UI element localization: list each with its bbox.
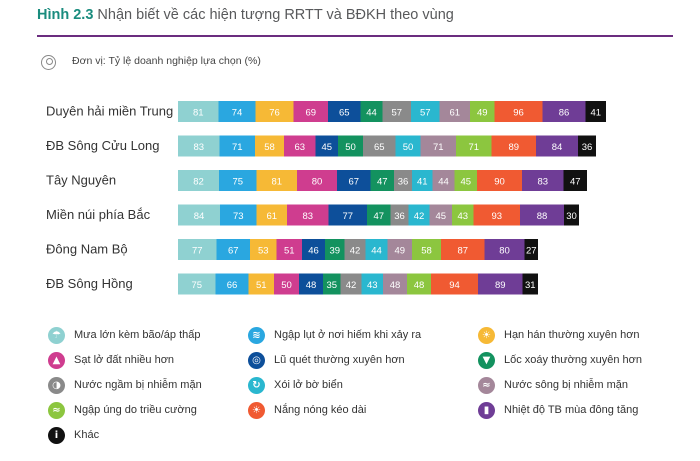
data-label: 71 [231,142,243,153]
data-label: 36 [397,176,409,188]
rain-storm-icon: ☂ [48,327,65,344]
data-label: 71 [468,142,480,153]
category-label: Miền núi phía Bắc [46,207,151,222]
data-label: 42 [345,280,357,291]
data-label: 53 [257,245,269,257]
legend-label: Nước ngầm bị nhiễm mặn [74,379,202,391]
data-label: 45 [435,211,447,222]
data-label: 63 [294,142,306,153]
data-label: 77 [342,211,354,222]
data-label: 51 [255,280,267,291]
data-label: 48 [413,280,425,291]
figure-number: Hình 2.3 [37,7,94,23]
rare-flood-icon: ≋ [248,327,265,344]
data-label: 58 [421,245,432,257]
legend-item [48,425,99,445]
legend-item [248,325,421,345]
legend-label: Nhiệt độ TB mùa đông tăng [504,404,639,416]
landslide-icon: ▲ [48,352,65,369]
data-label: 44 [438,176,449,188]
legend-item [478,400,638,420]
data-label: 45 [321,142,333,153]
data-label: 74 [231,107,243,119]
data-label: 41 [416,176,428,188]
legend-item [478,375,628,395]
data-label: 47 [376,176,388,188]
data-label: 35 [326,280,338,291]
legend-label: Hạn hán thường xuyên hơn [504,329,640,341]
tornado-icon: ▼ [478,352,495,369]
legend-item [478,325,640,345]
data-label: 66 [226,280,238,291]
legend-item [48,400,197,420]
legend-item [248,375,343,395]
data-label: 86 [558,107,570,119]
legend-label: Lũ quét thường xuyên hơn [274,354,405,366]
data-label: 84 [193,211,205,222]
category-label: ĐB Sông Hồng [46,276,133,291]
data-label: 36 [394,211,405,222]
legend-label: Lốc xoáy thường xuyên hơn [504,354,642,366]
data-label: 73 [232,211,244,222]
legend-label: Ngập lụt ở nơi hiếm khi xảy ra [274,329,422,341]
data-label: 50 [281,280,292,291]
legend-label: Khác [74,429,100,441]
data-label: 47 [569,176,581,188]
data-label: 77 [191,245,203,257]
drought-icon: ☀ [478,327,495,344]
data-label: 47 [373,211,385,222]
data-label: 89 [494,280,506,291]
data-label: 65 [338,107,350,119]
data-label: 57 [391,107,403,119]
data-label: 58 [264,142,275,153]
data-label: 96 [513,107,524,119]
flash-flood-icon: ◎ [248,352,265,369]
legend-label: Nước sông bị nhiễm mặn [504,379,629,391]
data-label: 69 [305,107,317,119]
data-label: 31 [524,280,536,291]
data-label: 80 [499,245,510,257]
data-label: 50 [345,142,356,153]
legend-item [478,350,642,370]
data-label: 49 [394,245,406,257]
data-label: 45 [460,176,472,188]
data-label: 90 [494,176,505,188]
data-label: 76 [269,107,280,119]
data-label: 41 [590,107,602,119]
legend-label: Ngập úng do triều cường [74,404,197,416]
legend-item [248,400,366,420]
data-label: 44 [371,245,382,257]
data-label: 46 [308,245,319,257]
data-label: 42 [413,211,425,222]
data-label: 48 [389,280,401,291]
legend-item [48,325,200,345]
data-label: 36 [581,142,593,153]
data-label: 87 [457,245,469,257]
data-label: 44 [366,107,377,119]
data-label: 39 [329,245,341,257]
data-label: 30 [566,211,577,222]
legend-label: Mưa lớn kèm bão/áp thấp [74,329,201,341]
data-label: 88 [536,211,548,222]
legend-label: Sạt lở đất nhiều hơn [74,354,175,366]
data-label: 94 [449,280,460,291]
legend-label: Xói lở bờ biển [274,379,343,391]
data-label: 83 [537,176,549,188]
data-label: 75 [232,176,244,188]
data-label: 89 [508,142,520,153]
other-info-icon: i [48,427,65,444]
data-label: 93 [491,211,503,222]
data-label: 57 [419,107,431,119]
data-label: 75 [191,280,203,291]
legend-item [48,350,174,370]
winter-temperature-icon: ▮ [478,402,495,419]
data-label: 27 [525,245,537,257]
legend-item [248,350,405,370]
data-label: 65 [373,142,385,153]
data-label: 42 [349,245,361,257]
data-label: 51 [283,245,295,257]
data-label: 61 [266,211,278,222]
category-label: Đông Nam Bộ [46,241,128,257]
data-label: 81 [271,176,283,188]
category-label: Duyên hải miền Trung [46,103,174,119]
data-label: 50 [402,142,414,153]
groundwater-salinity-icon: ◑ [48,377,65,394]
data-label: 43 [366,280,378,291]
figure-title-text: Nhận biết về các hiện tượng RRTT và BĐKH theo vùng [93,7,454,23]
data-label: 67 [348,176,360,188]
data-label: 81 [192,107,204,119]
category-label: Tây Nguyên [46,172,117,188]
data-label: 67 [227,245,239,257]
data-label: 80 [311,176,323,188]
data-label: 61 [449,107,461,119]
coastal-erosion-icon: ↻ [248,377,265,394]
heatwave-icon: ☀ [248,402,265,419]
data-label: 84 [551,142,563,153]
category-label: ĐB Sông Cửu Long [46,138,160,153]
legend-label: Nắng nóng kéo dài [274,404,367,416]
river-salinity-icon: ≈ [478,377,495,394]
data-label: 71 [432,142,444,153]
data-label: 43 [457,211,469,222]
data-label: 49 [476,107,488,119]
legend-item [48,375,202,395]
data-label: 83 [302,211,314,222]
data-label: 48 [305,280,317,291]
unit-label: Đơn vị: Tỷ lệ doanh nghiệp lựa chọn (%) [72,55,261,67]
data-label: 83 [193,142,205,153]
tidal-flooding-icon: ≈ [48,402,65,419]
data-label: 82 [193,176,204,188]
